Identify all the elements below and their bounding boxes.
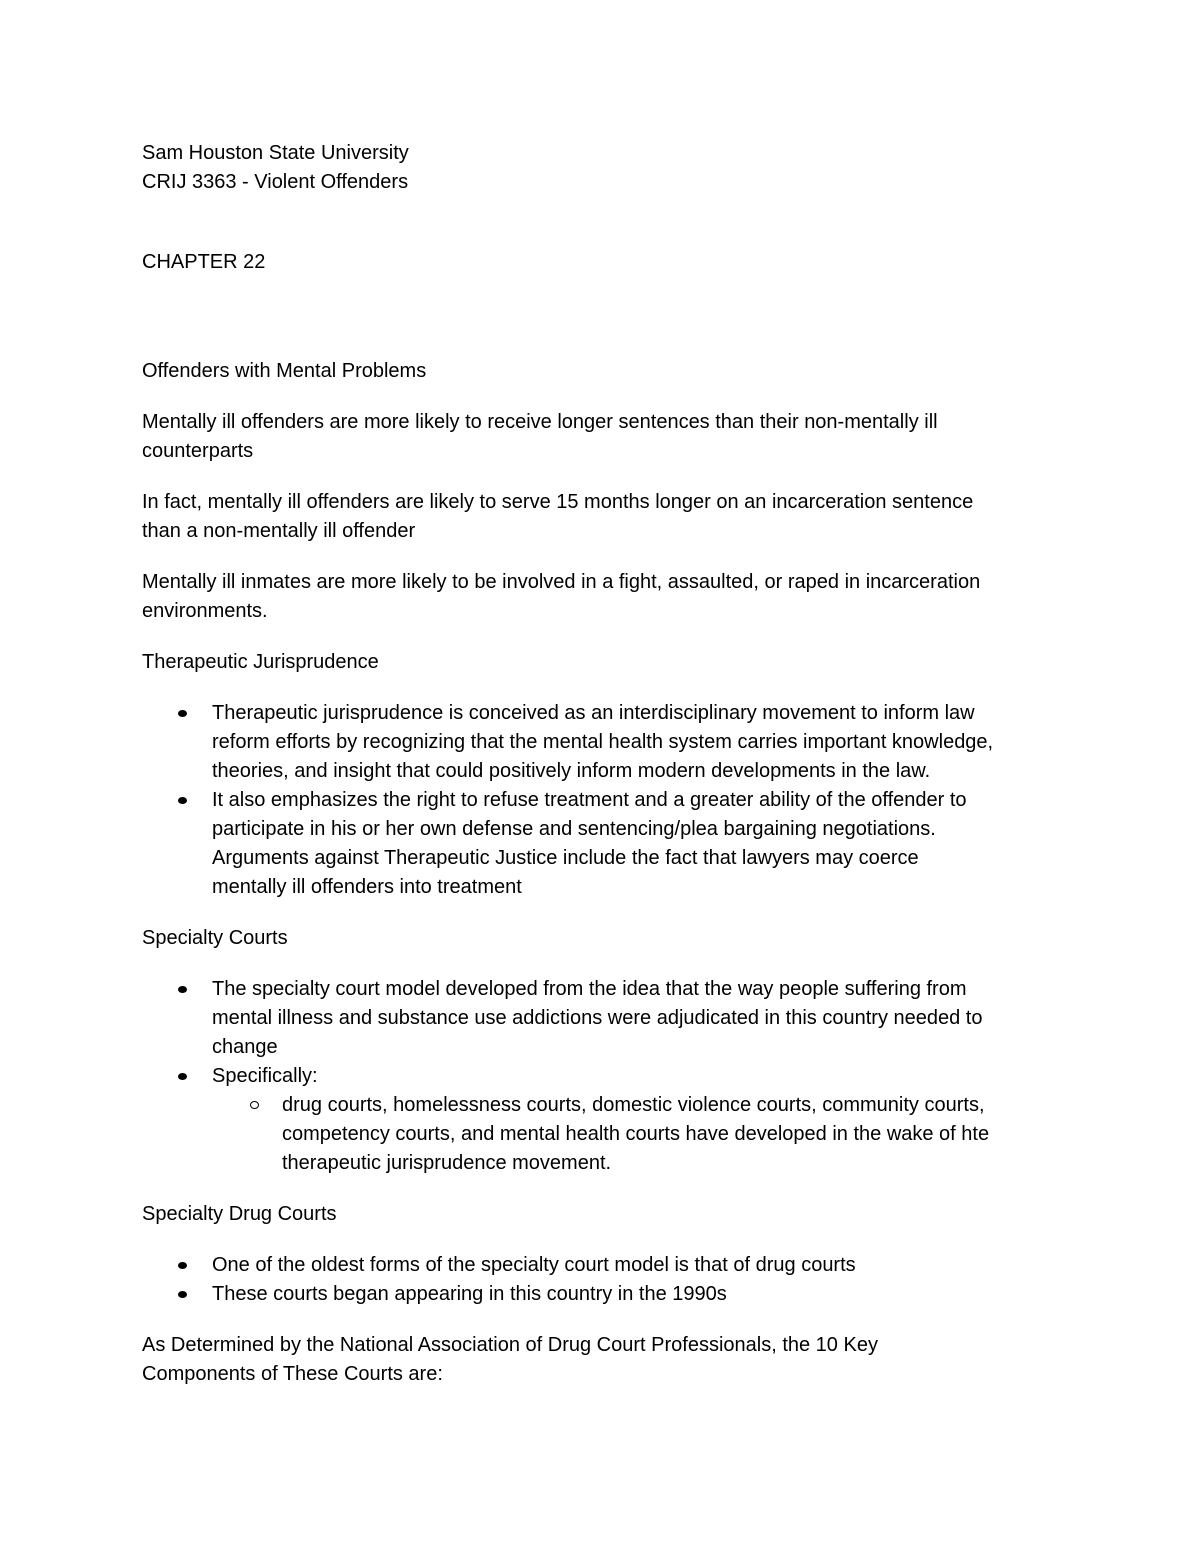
list-item: It also emphasizes the right to refuse treatment and a greater ability of the offender to participate in his or her own defense and sentencing/plea bargaining negotiations. Arguments against Therapeutic Justice include the fact that lawyers may coerce mentally ill offenders into treatment [142, 786, 1072, 902]
list-item: Therapeutic jurisprudence is conceived as an interdisciplinary movement to inform law reform efforts by recognizing that the mental health system carries important knowledge, theories, and insight that could positively inform modern developments in the law. [142, 699, 1072, 786]
section-title-specialty-courts: Specialty Courts [142, 927, 288, 949]
paragraph-15-months: In fact, mentally ill offenders are likely to serve 15 months longer on an incarceration sentence than a non-mentally ill offender [142, 491, 974, 542]
bullet-dot-icon [178, 797, 187, 804]
specialty-courts-bullet-list [142, 975, 1072, 1178]
paragraph-longer-sentences: Mentally ill offenders are more likely to receive longer sentences than their non-mentally ill counterparts [142, 411, 938, 462]
bullet-dot-icon [178, 986, 187, 993]
paragraph-key-components: As Determined by the National Association of Drug Court Professionals, the 10 Key Components of These Courts are: [142, 1334, 878, 1385]
therapeutic-bullet-list [142, 699, 1072, 902]
header-block [142, 139, 1072, 197]
document-body [142, 139, 1072, 1389]
drug-courts-bullet-list [142, 1251, 1072, 1309]
section-title-drug-courts: Specialty Drug Courts [142, 1203, 337, 1225]
bullet-dot-icon [178, 1291, 187, 1298]
bullet-dot-icon [178, 710, 187, 717]
section-title-therapeutic: Therapeutic Jurisprudence [142, 651, 379, 673]
university-name: Sam Houston State University [142, 142, 409, 164]
chapter-heading: CHAPTER 22 [142, 251, 266, 273]
list-item: One of the oldest forms of the specialty court model is that of drug courts [142, 1251, 1072, 1280]
bullet-dot-icon [178, 1262, 187, 1269]
section-title-offenders: Offenders with Mental Problems [142, 360, 427, 382]
bullet-circle-icon [250, 1101, 259, 1109]
list-item: These courts began appearing in this country in the 1990s [142, 1280, 1072, 1309]
course-title: CRIJ 3363 - Violent Offenders [142, 171, 409, 193]
list-item: Specifically: [142, 1062, 1072, 1091]
bullet-dot-icon [178, 1073, 187, 1080]
list-item: The specialty court model developed from the idea that the way people suffering from mental illness and substance use addictions were adjudicated in this country needed to change [142, 975, 1072, 1062]
sub-list-item: drug courts, homelessness courts, domestic violence courts, community courts, competency courts, and mental health courts have developed in the wake of hte therapeutic jurisprudence movement. [142, 1091, 1072, 1178]
paragraph-inmates-assaulted: Mentally ill inmates are more likely to be involved in a fight, assaulted, or raped in incarceration environments. [142, 571, 981, 622]
